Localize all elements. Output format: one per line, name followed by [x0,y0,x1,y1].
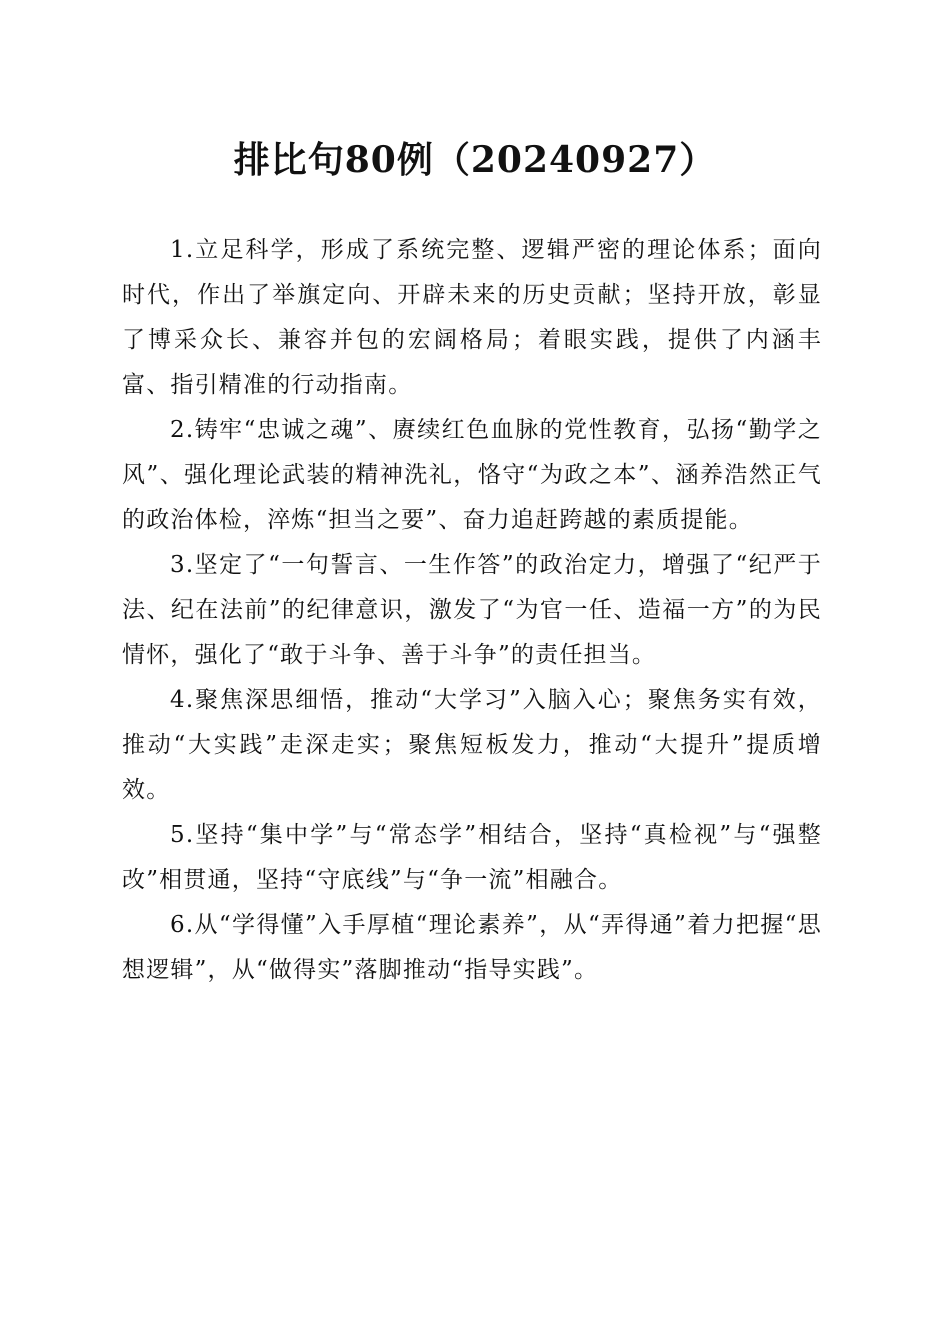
paragraph-5: 5.坚持“集中学”与“常态学”相结合，坚持“真检视”与“强整改”相贯通，坚持“守底线”与“争一流”相融合。 [122,822,822,893]
document-title: 排比句80例（20240927） [233,139,717,181]
paragraph-4: 4.聚焦深思细悟，推动“大学习”入脑入心；聚焦务实有效，推动“大实践”走深走实；聚焦短板发力，推动“大提升”提质增效。 [122,687,822,803]
paragraph-3: 3.坚定了“一句誓言、一生作答”的政治定力，增强了“纪严于法、纪在法前”的纪律意识，激发了“为官一任、造福一方”的为民情怀，强化了“敢于斗争、善于斗争”的责任担当。 [122,552,822,668]
paragraph-6: 6.从“学得懂”入手厚植“理论素养”，从“弄得通”着力把握“思想逻辑”，从“做得实”落脚推动“指导实践”。 [122,912,822,983]
paragraph-2: 2.铸牢“忠诚之魂”、赓续红色血脉的党性教育，弘扬“勤学之风”、强化理论武装的精神洗礼，恪守“为政之本”、涵养浩然正气的政治体检，淬炼“担当之要”、奋力追赶跨越的素质提能。 [122,417,822,533]
document-body [122,228,822,993]
paragraph-1: 1.立足科学，形成了系统完整、逻辑严密的理论体系；面向时代，作出了举旗定向、开辟未来的历史贡献；坚持开放，彰显了博采众长、兼容并包的宏阔格局；着眼实践，提供了内涵丰富、指引精准的行动指南。 [122,237,822,398]
